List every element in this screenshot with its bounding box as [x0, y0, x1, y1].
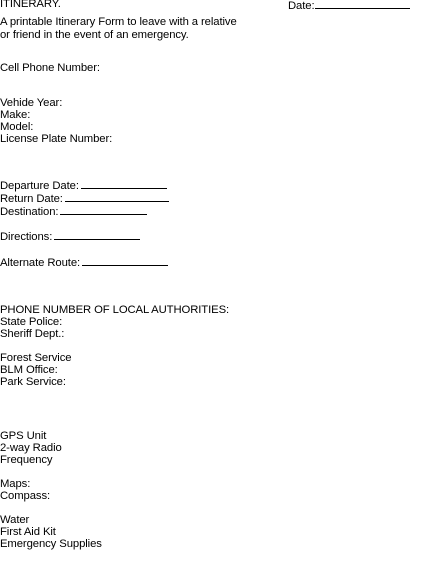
vehicle-model-label: Model: — [0, 121, 34, 133]
frequency-label: Frequency — [0, 454, 53, 466]
license-plate-label: License Plate Number: — [0, 133, 113, 145]
intro-line-1: A printable Itinerary Form to leave with a relative — [0, 16, 237, 28]
state-police-label: State Police: — [0, 316, 63, 328]
park-service-label: Park Service: — [0, 376, 66, 388]
first-aid-kit-label: First Aid Kit — [0, 526, 56, 538]
vehicle-make-label: Make: — [0, 109, 31, 121]
departure-date-field[interactable] — [0, 178, 167, 192]
alternate-route-field[interactable] — [0, 255, 168, 269]
form-title: ITINERARY. — [0, 0, 61, 10]
date-field[interactable] — [288, 0, 410, 12]
cell-phone-label: Cell Phone Number: — [0, 62, 100, 74]
two-way-radio-label: 2-way Radio — [0, 442, 62, 454]
compass-label: Compass: — [0, 490, 51, 502]
sheriff-dept-label: Sheriff Dept.: — [0, 328, 65, 340]
departure-date-label: Departure Date: — [0, 180, 79, 192]
intro-line-2: or friend in the event of an emergency. — [0, 29, 189, 41]
destination-label: Destination: — [0, 206, 59, 218]
gps-unit-label: GPS Unit — [0, 430, 47, 442]
vehicle-year-label: Vehide Year: — [0, 97, 63, 109]
return-date-blank[interactable] — [65, 191, 169, 202]
water-label: Water — [0, 514, 30, 526]
date-blank-line[interactable] — [315, 0, 410, 9]
authorities-heading: PHONE NUMBER OF LOCAL AUTHORITIES: — [0, 304, 230, 316]
return-date-label: Return Date: — [0, 193, 63, 205]
destination-blank[interactable] — [60, 204, 147, 215]
directions-label: Directions: — [0, 231, 53, 243]
directions-field[interactable] — [0, 229, 140, 243]
return-date-field[interactable] — [0, 191, 169, 205]
forest-service-label: Forest Service — [0, 352, 72, 364]
alternate-route-label: Alternate Route: — [0, 257, 81, 269]
date-label: Date: — [288, 0, 315, 12]
maps-label: Maps: — [0, 478, 31, 490]
destination-field[interactable] — [0, 204, 147, 218]
departure-date-blank[interactable] — [81, 178, 167, 189]
blm-office-label: BLM Office: — [0, 364, 58, 376]
directions-blank[interactable] — [54, 229, 140, 240]
emergency-supplies-label: Emergency Supplies — [0, 538, 102, 550]
alternate-route-blank[interactable] — [82, 255, 168, 266]
